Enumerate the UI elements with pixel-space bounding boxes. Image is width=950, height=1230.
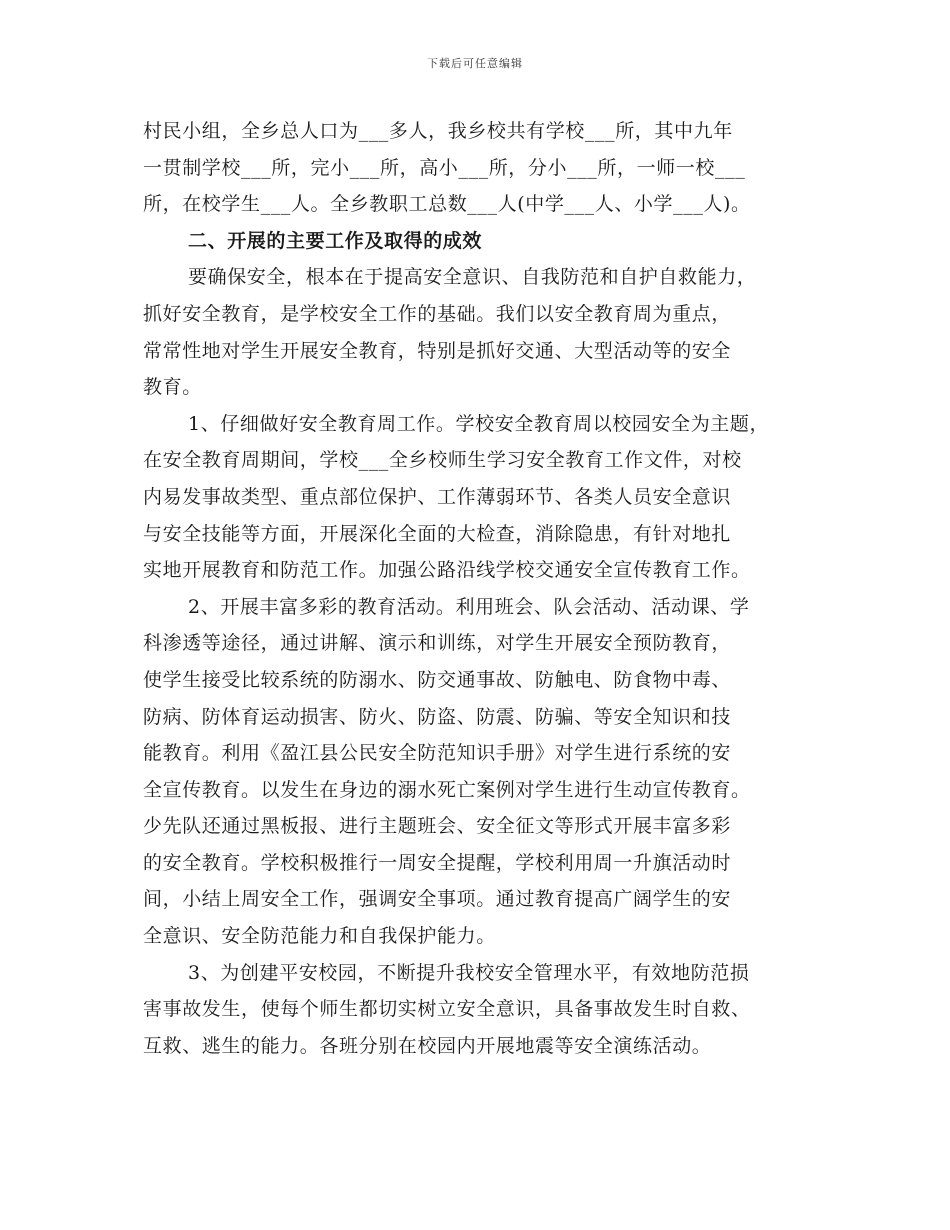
text-line: 常常性地对学生开展安全教育，特别是抓好交通、大型活动等的安全 xyxy=(143,339,732,362)
text-line: 与安全技能等方面，开展深化全面的大检查，消除隐患，有针对地扎 xyxy=(143,522,732,545)
document-body xyxy=(143,113,823,1064)
page-header: 下载后可任意编辑 xyxy=(427,57,523,70)
text-line: 能教育。利用《盈江县公民安全防范知识手册》对学生进行系统的安 xyxy=(143,742,732,765)
text-line: 间，小结上周安全工作，强调安全事项。通过教育提高广阔学生的安 xyxy=(143,888,732,911)
text-line: 3、为创建平安校园，不断提升我校安全管理水平，有效地防范损 xyxy=(188,961,750,984)
text-line: 的安全教育。学校积极推行一周安全提醒，学校利用周一升旗活动时 xyxy=(143,851,732,874)
text-line: 害事故发生，使每个师生都切实树立安全意识，具备事故发生时自救、 xyxy=(143,998,751,1021)
text-line: 要确保安全，根本在于提高安全意识、自我防范和自护自救能力， xyxy=(188,266,757,289)
text-line: 所，在校学生___人。全乡教职工总数___人(中学___人、小学___人)。 xyxy=(143,193,751,216)
text-line: 全意识、安全防范能力和自我保护能力。 xyxy=(143,925,496,948)
text-line: 村民小组，全乡总人口为___多人，我乡校共有学校___所，其中九年 xyxy=(143,120,733,142)
text-line: 一贯制学校___所，完小___所，高小___所，分小___所，一师一校___ xyxy=(143,156,746,179)
text-line: 抓好安全教育，是学校安全工作的基础。我们以安全教育周为重点， xyxy=(143,302,732,325)
text-line: 在安全教育周期间，学校___全乡校师生学习安全教育工作文件，对校 xyxy=(143,449,742,472)
text-line: 全宣传教育。以发生在身边的溺水死亡案例对学生进行生动宣传教育。 xyxy=(143,778,751,801)
text-line: 实地开展教育和防范工作。加强公路沿线学校交通安全宣传教育工作。 xyxy=(143,559,751,582)
text-line: 2、开展丰富多彩的教育活动。利用班会、队会活动、活动课、学 xyxy=(188,595,750,618)
text-line: 互救、逃生的能力。各班分别在校园内开展地震等安全演练活动。 xyxy=(143,1034,712,1057)
text-line: 内易发事故类型、重点部位保护、工作薄弱环节、各类人员安全意识 xyxy=(143,485,732,508)
text-line: 防病、防体育运动损害、防火、防盗、防震、防骗、等安全知识和技 xyxy=(143,705,732,728)
text-line: 教育。 xyxy=(143,376,202,399)
text-line: 科渗透等途径，通过讲解、演示和训练，对学生开展安全预防教育， xyxy=(143,632,732,655)
text-line: 使学生接受比较系统的防溺水、防交通事故、防触电、防食物中毒、 xyxy=(143,668,732,691)
section-heading: 二、开展的主要工作及取得的成效 xyxy=(188,229,483,252)
text-line: 少先队还通过黑板报、进行主题班会、安全征文等形式开展丰富多彩 xyxy=(143,815,732,838)
text-line: 1、仔细做好安全教育周工作。学校安全教育周以校园安全为主题， xyxy=(188,412,770,435)
